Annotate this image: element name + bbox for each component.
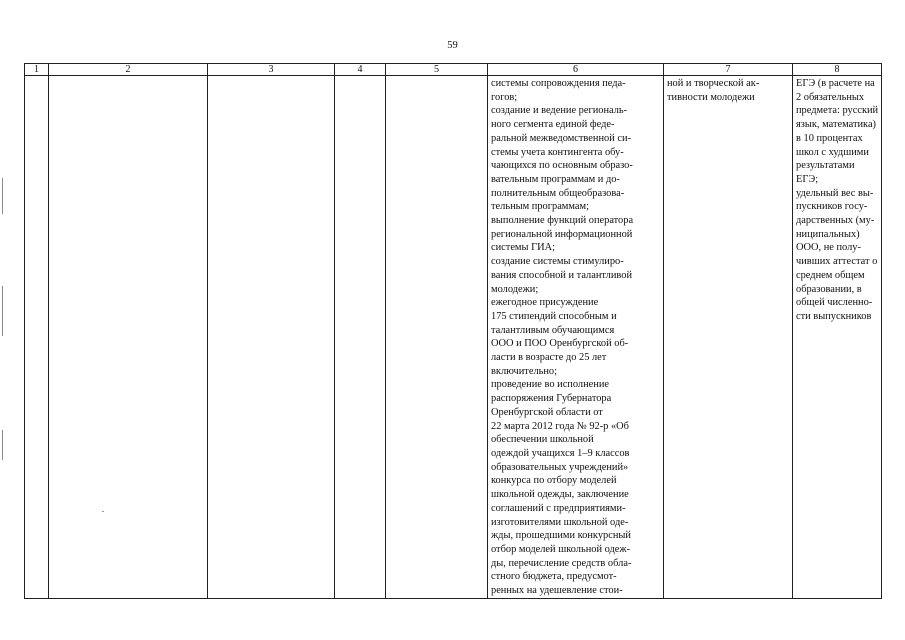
text-line: системы сопровождения педа- [491,78,626,89]
text-line: обеспечении школьной [491,434,594,446]
text-line: ного сегмента единой феде- [491,119,615,131]
text-line: проведение во исполнение [491,379,610,391]
text-line: образовании, в [796,283,862,295]
scan-speck [102,511,104,512]
text-line: полнительным общеобразова- [491,187,625,199]
text-line: создание системы стимулиро- [491,256,624,268]
text-line: образовательных учреждений» [491,461,629,473]
scan-edge-mark [2,430,3,460]
column-header-7: 7 [664,64,793,76]
text-line: ЕГЭ; [796,173,819,185]
text-line: ООО, не полу- [796,242,861,254]
text-line: 175 стипендий способным и [491,310,617,322]
text-line: молодежи; [491,283,539,295]
text-line: чающихся по основным образо- [491,160,633,172]
text-line: соглашений с предприятиями- [491,502,626,514]
column-header-4: 4 [335,64,386,76]
text-line: создание и ведение региональ- [491,105,628,117]
column-header-8: 8 [793,64,882,76]
text-line: чивших аттестат о [796,256,878,268]
text-line: стного бюджета, предусмот- [491,571,617,583]
text-line: жды, прошедшими конкурсный [491,530,631,542]
text-line: 2 обязательных [796,91,865,103]
table-header-row [25,64,882,76]
text-line: стемы учета контингента обу- [491,146,624,158]
scan-edge-mark [2,286,3,336]
text-line: ды, перечисление средств обла- [491,557,632,569]
text-line: общей численно- [796,297,873,309]
cell-col-7 [664,76,793,599]
text-line: выполнение функций оператора [491,215,634,227]
column-header-5: 5 [386,64,488,76]
column-header-6: 6 [488,64,664,76]
text-line: 22 марта 2012 года № 92-р «Об [491,420,629,432]
table-row [25,76,882,599]
column-header-3: 3 [208,64,335,76]
document-table [24,63,882,599]
text-line: тельным программам; [491,201,589,213]
text-line: отбор моделей школьной одеж- [491,543,631,555]
text-line: системы ГИА; [491,242,555,254]
text-line: ной и творческой ак- [667,78,760,89]
text-line: сти выпускников [796,310,872,322]
text-line: гогов; [491,91,518,103]
text-line: ренных на удешевление стои- [491,585,623,597]
text-line: пускников госу- [796,201,868,213]
cell-col-4 [335,76,386,599]
text-line: результатами [796,160,855,172]
cell-col-2 [49,76,208,599]
text-line: язык, математика) [796,119,877,131]
text-line: предмета: русский [796,105,878,117]
text-line: ежегодное присуждение [491,297,599,309]
text-line: изготовителями школьной оде- [491,516,629,528]
text-line: вательным программам и до- [491,173,620,185]
cell-col-1 [25,76,49,599]
text-line: дарственных (му- [796,215,875,227]
text-line: школьной одежды, заключение [491,489,629,501]
text-line: включительно; [491,365,558,377]
indicator-text [793,76,881,324]
text-line: талантливым обучающимся [491,324,615,336]
text-line: региональной информационной [491,228,633,240]
text-line: в 10 процентах [796,132,863,144]
text-line: ральной межведомственной си- [491,132,631,144]
activities-text [488,76,663,598]
column-header-1: 1 [25,64,49,76]
text-line: ласти в возрасте до 25 лет [491,352,607,364]
text-line: ООО и ПОО Оренбургской об- [491,338,629,350]
cell-col-3 [208,76,335,599]
page-number: 59 [447,40,458,51]
text-line: распоряжения Губернатора [491,393,612,405]
text-line: вания способной и талантливой [491,269,633,281]
cell-col-8 [793,76,882,599]
result-text [664,76,792,104]
text-line: среднем общем [796,269,865,281]
text-line: ниципальных) [796,228,860,240]
text-line: одеждой учащихся 1–9 классов [491,447,630,459]
text-line: тивности молодежи [667,91,755,103]
text-line: школ с худшими [796,146,869,158]
text-line: конкурса по отбору моделей [491,475,617,487]
column-header-2: 2 [49,64,208,76]
text-line: удельный вес вы- [796,187,874,199]
cell-col-6 [488,76,664,599]
cell-col-5 [386,76,488,599]
text-line: ЕГЭ (в расчете на [796,78,875,89]
scan-edge-mark [2,178,3,214]
text-line: Оренбургской области от [491,406,603,418]
